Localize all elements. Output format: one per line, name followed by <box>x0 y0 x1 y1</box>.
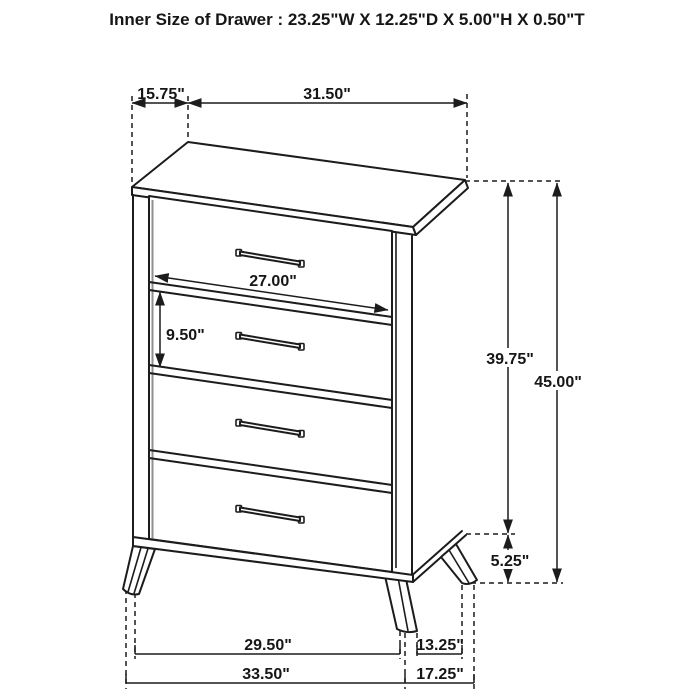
label-leg-height: 5.25" <box>490 553 530 570</box>
label-base-width: 33.50" <box>242 666 290 683</box>
label-top-depth: 15.75" <box>137 86 185 103</box>
label-drawer-height: 9.50" <box>166 327 205 344</box>
diagram-title: Inner Size of Drawer : 23.25"W X 12.25"D X 5.00"H X 0.50"T <box>109 10 585 29</box>
back-right-leg <box>441 544 477 584</box>
label-overall-height: 45.00" <box>534 374 582 391</box>
label-drawer-width: 27.00" <box>249 273 297 290</box>
chest-drawing <box>123 142 477 632</box>
label-base-depth: 17.25" <box>416 666 464 683</box>
label-front-leg-span: 29.50" <box>244 637 292 654</box>
label-side-leg-span: 13.25" <box>416 637 464 654</box>
label-top-width: 31.50" <box>303 86 351 103</box>
front-right-leg <box>385 576 417 632</box>
label-body-height: 39.75" <box>486 351 534 368</box>
